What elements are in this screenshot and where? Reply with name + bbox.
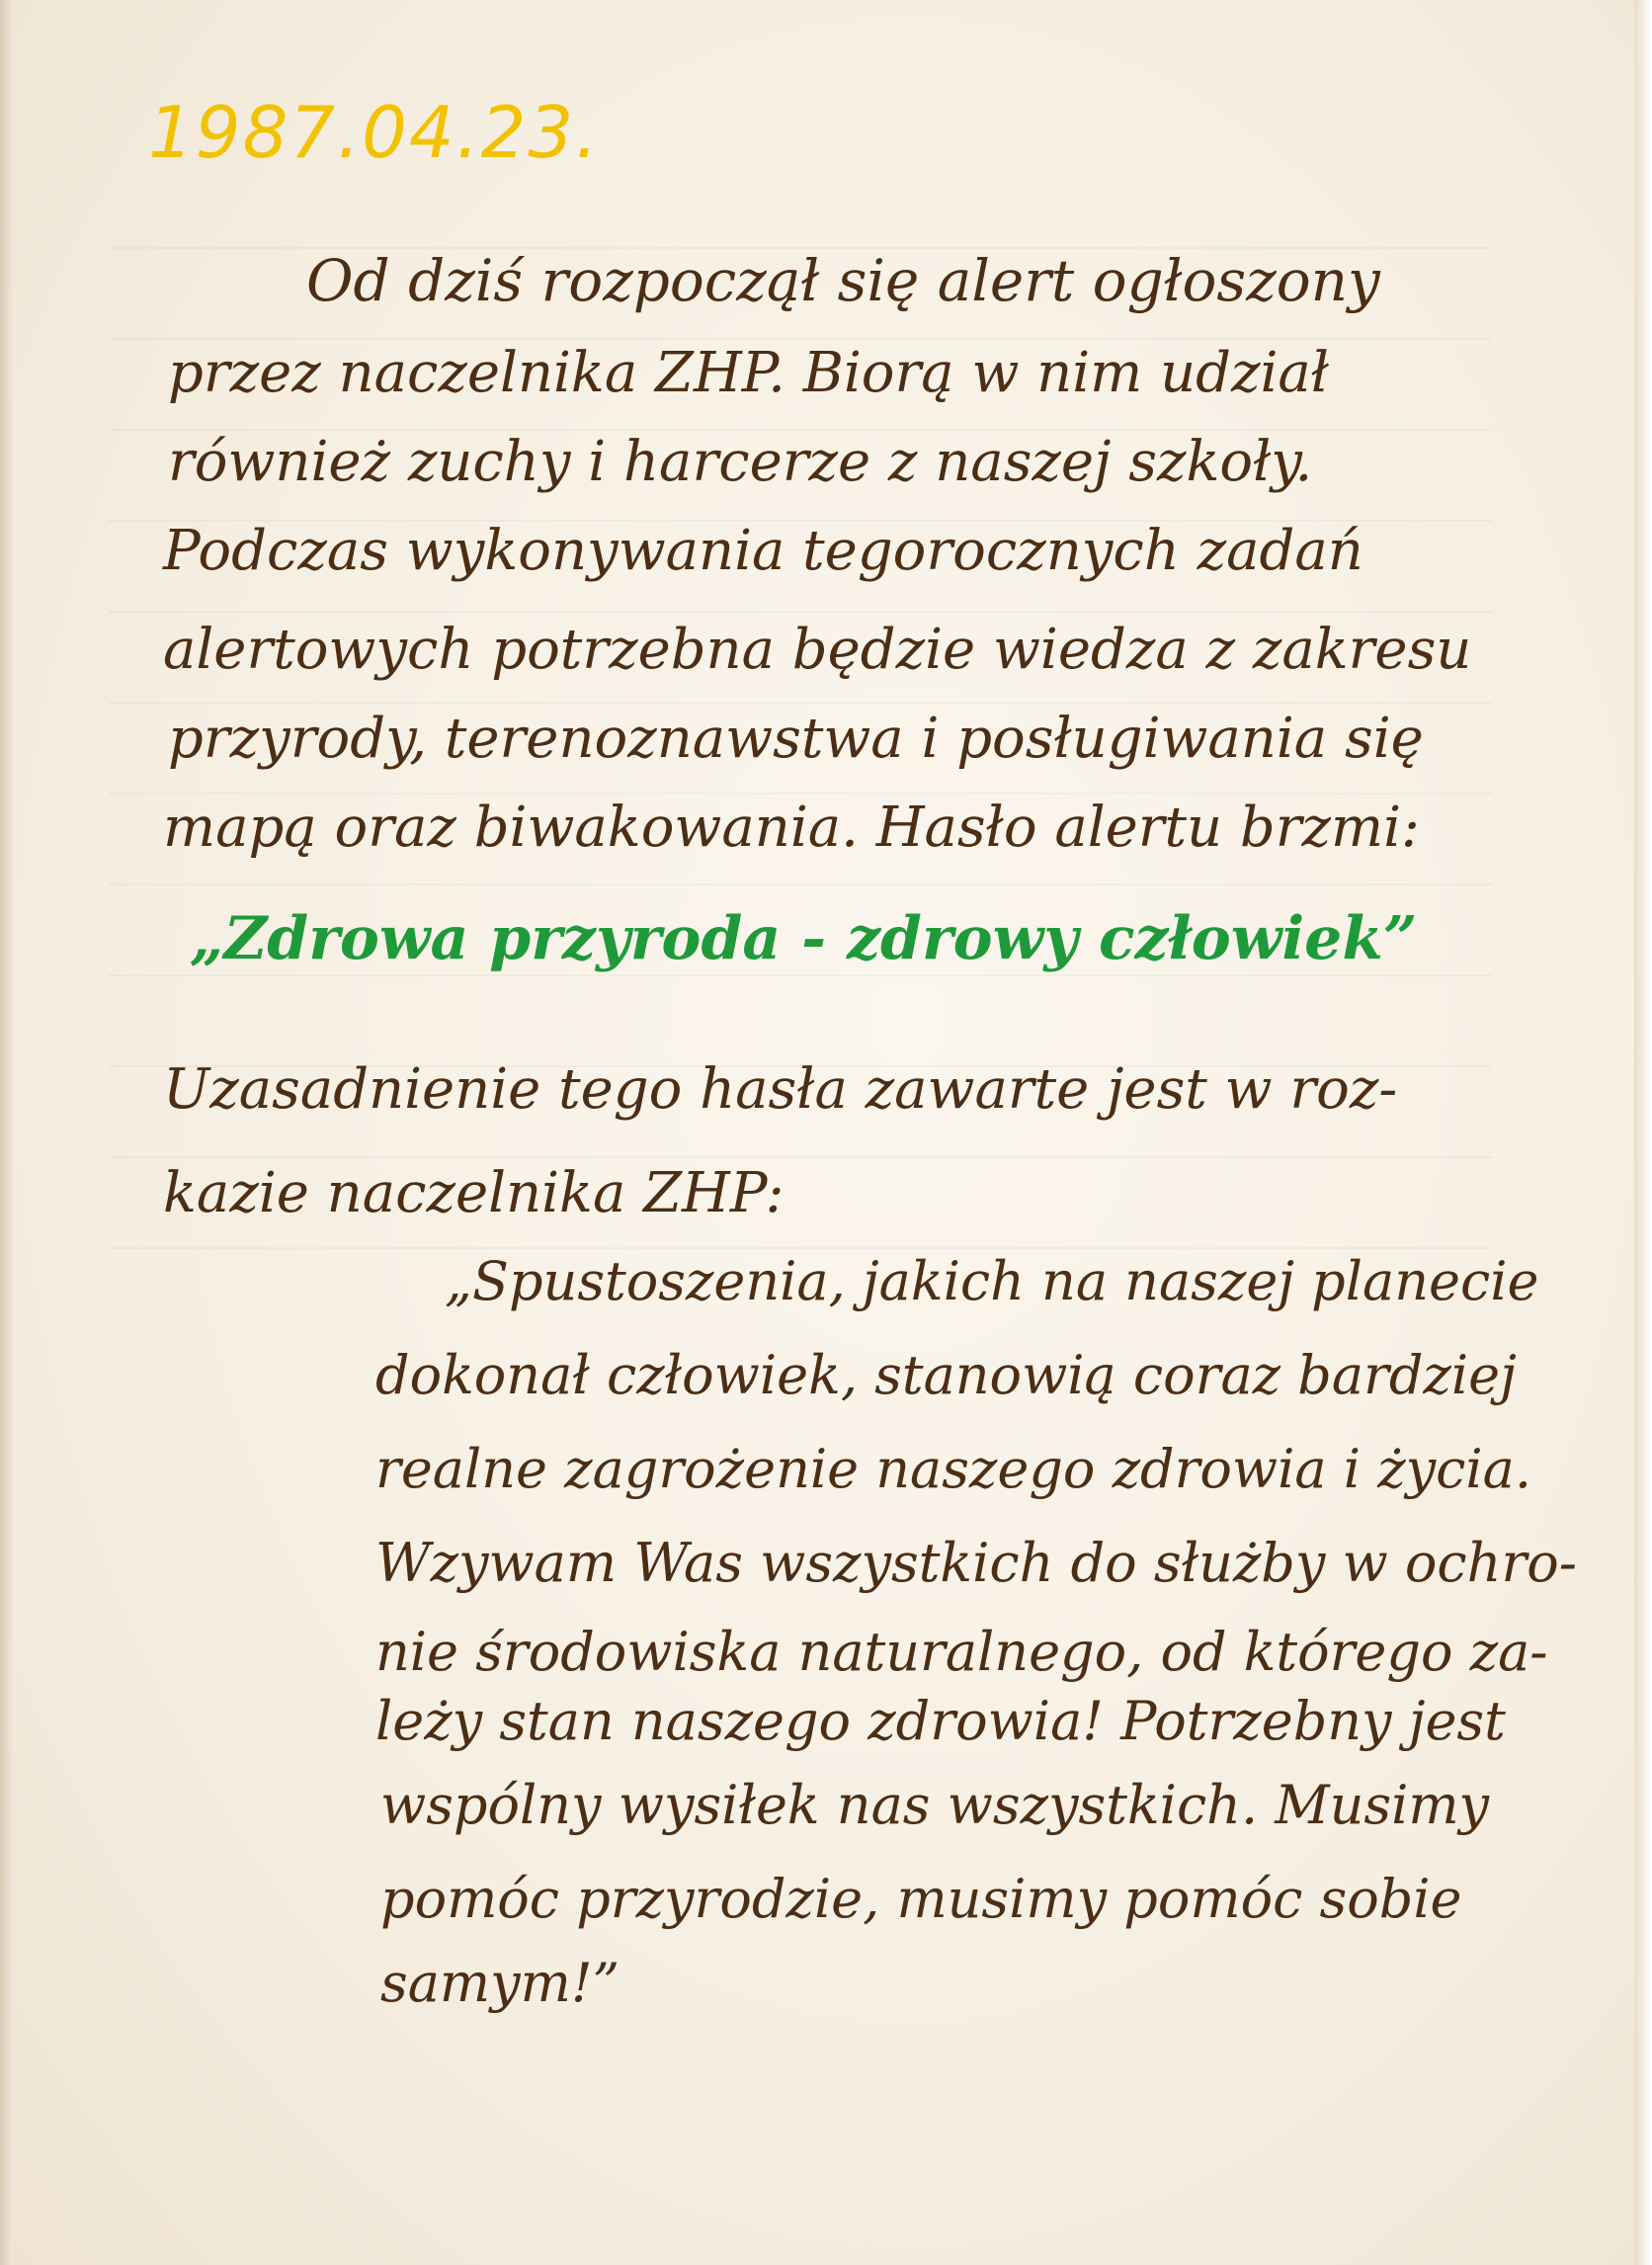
quote-line: samym!”	[380, 1952, 620, 2014]
intro-line: przyrody, terenoznawstwa i posługiwania się	[168, 707, 1424, 771]
intro-line: przez naczelnika ZHP. Biorą w nim udział	[168, 341, 1329, 405]
quote-line: dokonał człowiek, stanowią coraz bardziej	[375, 1344, 1517, 1406]
quote-line: nie środowiska naturalnego, od którego za-	[375, 1621, 1548, 1683]
intro-line: alertowych potrzebna będzie wiedza z zakresu	[163, 618, 1472, 682]
quote-line: realne zagrożenie naszego zdrowia i życia.	[375, 1438, 1532, 1500]
quote-line: „Spustoszenia, jakich na naszej planecie	[445, 1250, 1539, 1312]
entry-date: 1987.04.23.	[148, 91, 601, 174]
intro-line: również zuchy i harcerze z naszej szkoły.	[168, 430, 1313, 494]
quote-line: leży stan naszego zdrowia! Potrzebny jest	[375, 1690, 1506, 1752]
intro-line: Od dziś rozpoczął się alert ogłoszony	[306, 247, 1380, 314]
quote-line: Wzywam Was wszystkich do służby w ochro-	[375, 1532, 1578, 1594]
page-right-edge	[1634, 0, 1652, 2265]
intro-line: mapą oraz biwakowania. Hasło alertu brzmi:	[163, 796, 1420, 860]
justification-line: Uzasadnienie tego hasła zawarte jest w roz-	[163, 1057, 1398, 1122]
intro-line: Podczas wykonywania tegorocznych zadań	[163, 519, 1363, 583]
page-left-edge	[0, 0, 14, 2265]
quote-line: wspólny wysiłek nas wszystkich. Musimy	[380, 1774, 1490, 1836]
justification-line: kazie naczelnika ZHP:	[163, 1161, 785, 1225]
alert-motto: „Zdrowa przyroda - zdrowy człowiek”	[190, 904, 1418, 973]
quote-line: pomóc przyrodzie, musimy pomóc sobie	[380, 1868, 1462, 1930]
